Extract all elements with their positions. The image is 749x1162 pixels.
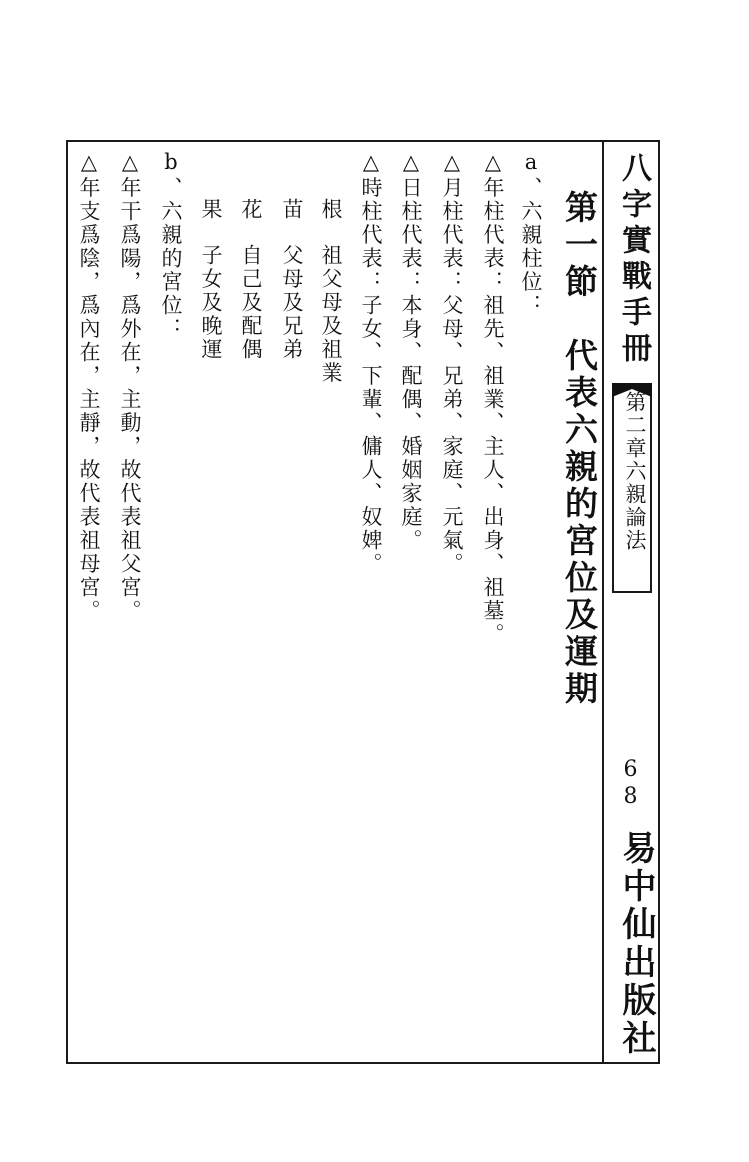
palace-item-year-branch: △年支爲陰，爲內在，主靜，故代表祖母宮。 bbox=[77, 150, 101, 623]
analogy-term: 花 bbox=[239, 198, 263, 222]
analogy-meaning: 父母及兄弟 bbox=[280, 244, 304, 362]
palace-item-year-stem: △年干爲陽，爲外在，主動，故代表祖父宮。 bbox=[118, 150, 142, 623]
pillar-item-month: △月柱代表：父母、兄弟、家庭、元氣。 bbox=[440, 150, 464, 576]
book-title: 八字實戰手冊 bbox=[616, 152, 651, 368]
analogy-meaning: 祖父母及祖業 bbox=[319, 244, 343, 385]
section-title: 第一節 代表六親的宮位及運期 bbox=[560, 190, 599, 708]
chapter-label-box bbox=[612, 385, 652, 593]
chapter-label: 第二章六親論法 bbox=[623, 391, 647, 552]
analogy-term: 苗 bbox=[280, 198, 304, 222]
analogy-meaning: 自己及配偶 bbox=[239, 244, 263, 362]
publisher-name: 易中仙出版社 bbox=[616, 830, 656, 1058]
pillar-item-year: △年柱代表：祖先、祖業、主人、出身、祖墓。 bbox=[481, 150, 505, 647]
analogy-meaning: 子女及晚運 bbox=[199, 244, 223, 362]
part-a-heading: a、六親柱位： bbox=[519, 150, 543, 318]
pillar-item-hour: △時柱代表：子女、下輩、傭人、奴婢。 bbox=[359, 150, 383, 576]
pillar-item-day: △日柱代表：本身、配偶、婚姻家庭。 bbox=[399, 150, 423, 553]
part-b-heading: b、六親的宮位： bbox=[159, 150, 183, 341]
analogy-term: 根 bbox=[319, 198, 343, 222]
chapter-ribbon-icon bbox=[612, 383, 652, 397]
page-number: 68 bbox=[618, 757, 643, 811]
analogy-term: 果 bbox=[199, 198, 223, 222]
